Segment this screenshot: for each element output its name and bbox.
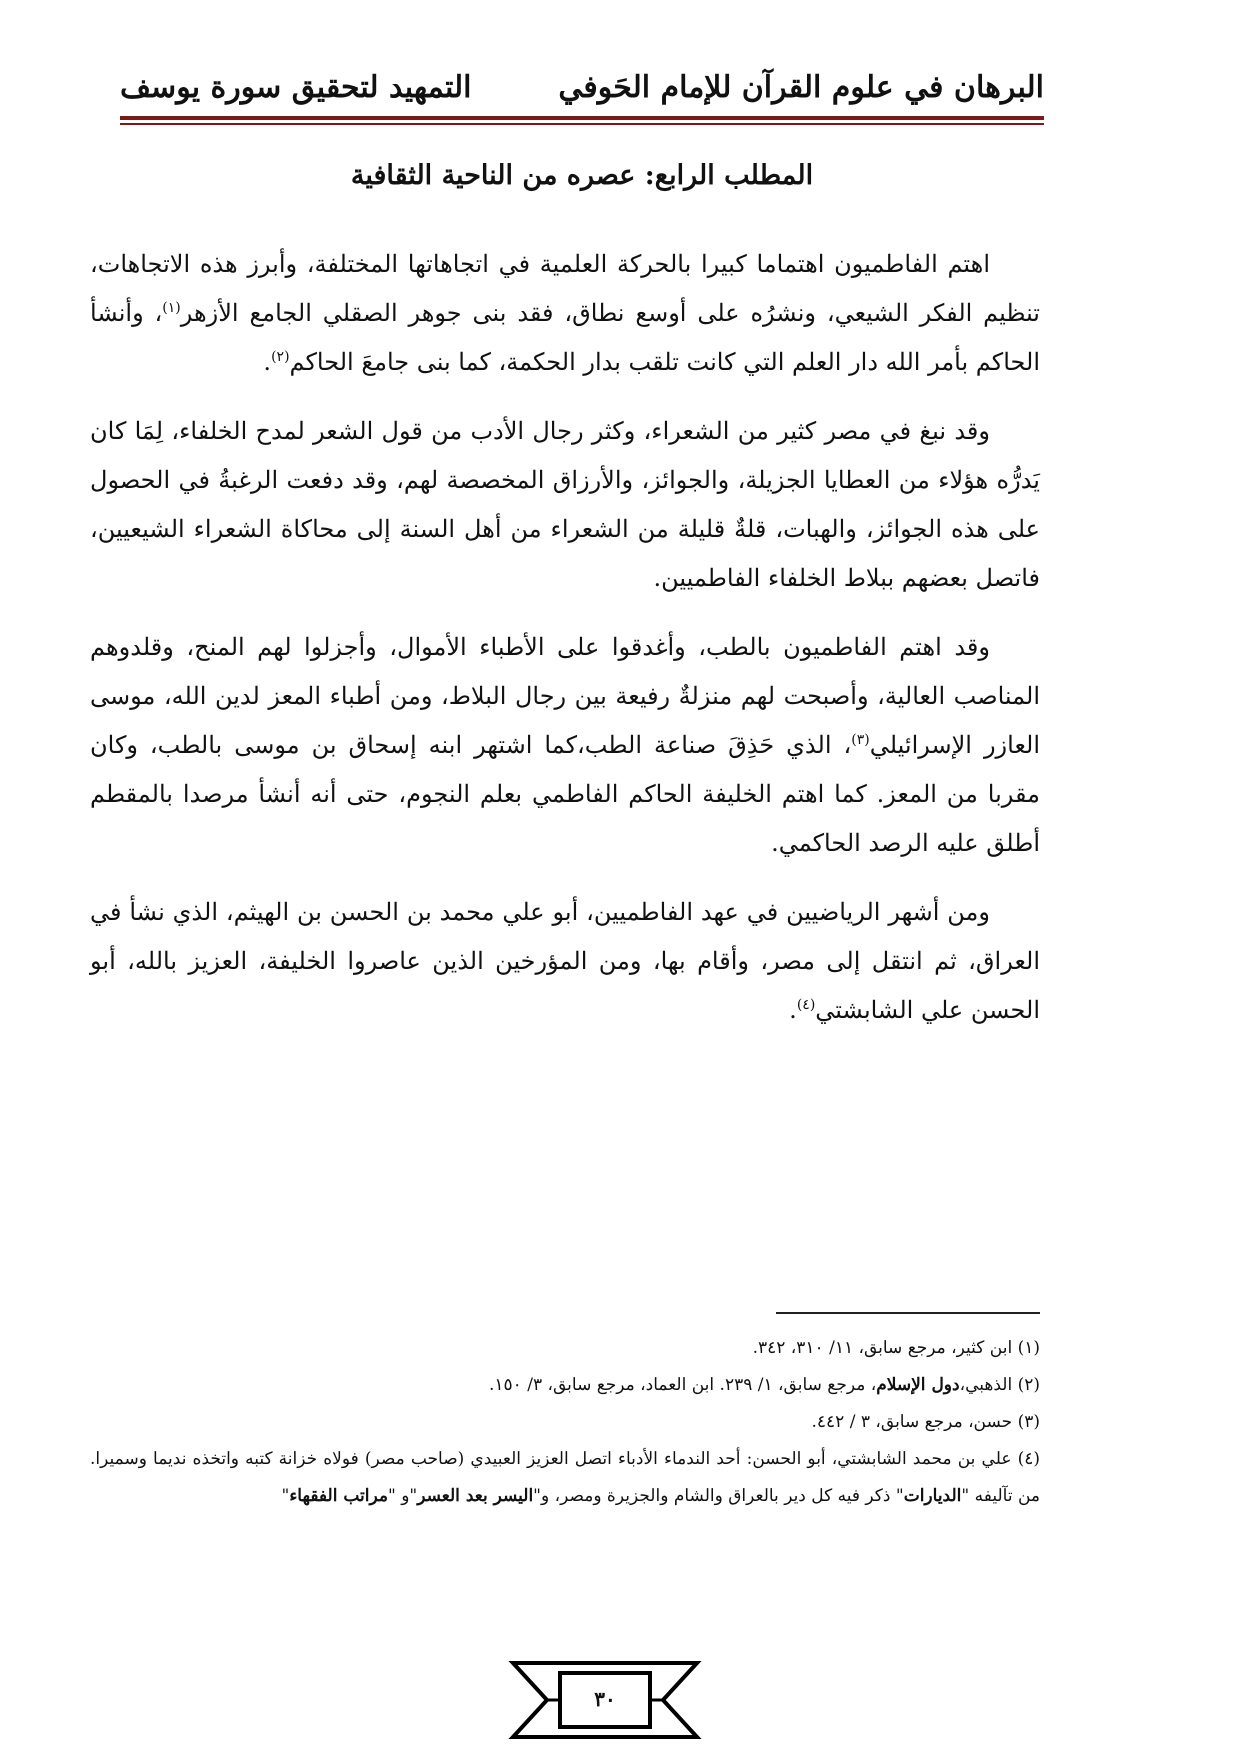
header-rule-thin: [120, 123, 1044, 125]
footnote-ref-4: (٤): [796, 997, 816, 1013]
section-title: المطلب الرابع: عصره من الناحية الثقافية: [350, 160, 814, 191]
page-number: ٣٠: [594, 1687, 616, 1711]
paragraph-3: وقد اهتم الفاطميون بالطب، وأغدقوا على الأطباء الأموال، وأجزلوا لهم المنح، وقلدوهم المناصب العالية، وأصبحت لهم منزلةٌ رفيعة بين رجال البلاط، ومن أطباء المعز لدين الله، موسى العازر الإسرائيلي$^{(٣)}$، الذي حَذِقَ صناعة الطب،كما اشتهر ابنه إسحاق بن موسى بالطب، وكان مقربا من المعز. كما اهتم الخليفة الحاكم الفاطمي بعلم النجوم، حتى أنه أنشأ مرصدا بالمقطم أطلق عليه الرصد الحاكمي.: [90, 633, 1040, 857]
footnote-1: (١) ابن كثير، مرجع سابق، ١١/ ٣١٠، ٣٤٢.: [752, 1338, 1040, 1358]
paragraph-2: وقد نبغ في مصر كثير من الشعراء، وكثر رجال الأدب من قول الشعر لمدح الخلفاء، لِمَا كان يَدرُّه هؤلاء من العطايا الجزيلة، والجوائز، والأرزاق المخصصة لهم، وقد دفعت الرغبةُ في الحصول على هذه الجوائز، والهبات، قلةٌ قليلة من الشعراء من أهل السنة إلى محاكاة الشعراء الشيعيين، فاتصل بعضهم ببلاط الخلفاء الفاطميين.: [90, 417, 1041, 592]
footnote-separator: [776, 1312, 1040, 1314]
header-rule-thick: [120, 116, 1044, 120]
footnote-3: (٣) حسن، مرجع سابق، ٣ / ٤٤٢.: [811, 1412, 1040, 1432]
paragraph-4: ومن أشهر الرياضيين في عهد الفاطميين، أبو علي محمد بن الحسن بن الهيثم، الذي نشأ في العراق، ثم انتقل إلى مصر، وأقام بها، ومن المؤرخين الذين عاصروا الخليفة، العزيز بالله، أبو الحسن علي الشابشتي$^{(٤)}$.: [90, 898, 1041, 1024]
page-number-ornament: [505, 1655, 705, 1745]
body-text: [90, 240, 1040, 1055]
footnote-ref-1: (١): [162, 300, 181, 316]
footnote-ref-3: (٣): [851, 732, 870, 748]
footnotes: [90, 1330, 1040, 1515]
footnote-ref-2: (٢): [271, 349, 290, 365]
paragraph-1: اهتم الفاطميون اهتماما كبيرا بالحركة العلمية في اتجاهاتها المختلفة، وأبرز هذه الاتجاهات، تنظيم الفكر الشيعي، ونشرُه على أوسع نطاق، فقد بنى جوهر الصقلي الجامع الأزهر$^{(١)}$، وأنشأ الحاكم بأمر الله دار العلم التي كانت تلقب بدار الحكمة، كما بنى جامعَ الحاكم$^{(٢)}$.: [90, 250, 1040, 376]
footnote-4: (٤) علي بن محمد الشابشتي، أبو الحسن: أحد الندماء الأدباء اتصل العزيز العبيدي (صاحب مصر) فولاه خزانة كتبه واتخذه نديما وسميرا. من تآليفه "الديارات" ذكر فيه كل دير بالعراق والشام والجزيرة ومصر، و"اليسر بعد العسر"و "مراتب الفقهاء": [90, 1449, 1040, 1506]
chapter-title: التمهيد لتحقيق سورة يوسف: [120, 70, 472, 105]
book-title: البرهان في علوم القرآن للإمام الحَوفي: [558, 70, 1044, 105]
footnote-2: (٢) الذهبي،دول الإسلام، مرجع سابق، ١/ ٢٣٩. ابن العماد، مرجع سابق، ٣/ ١٥٠.: [489, 1375, 1040, 1395]
running-header: [120, 70, 1044, 110]
